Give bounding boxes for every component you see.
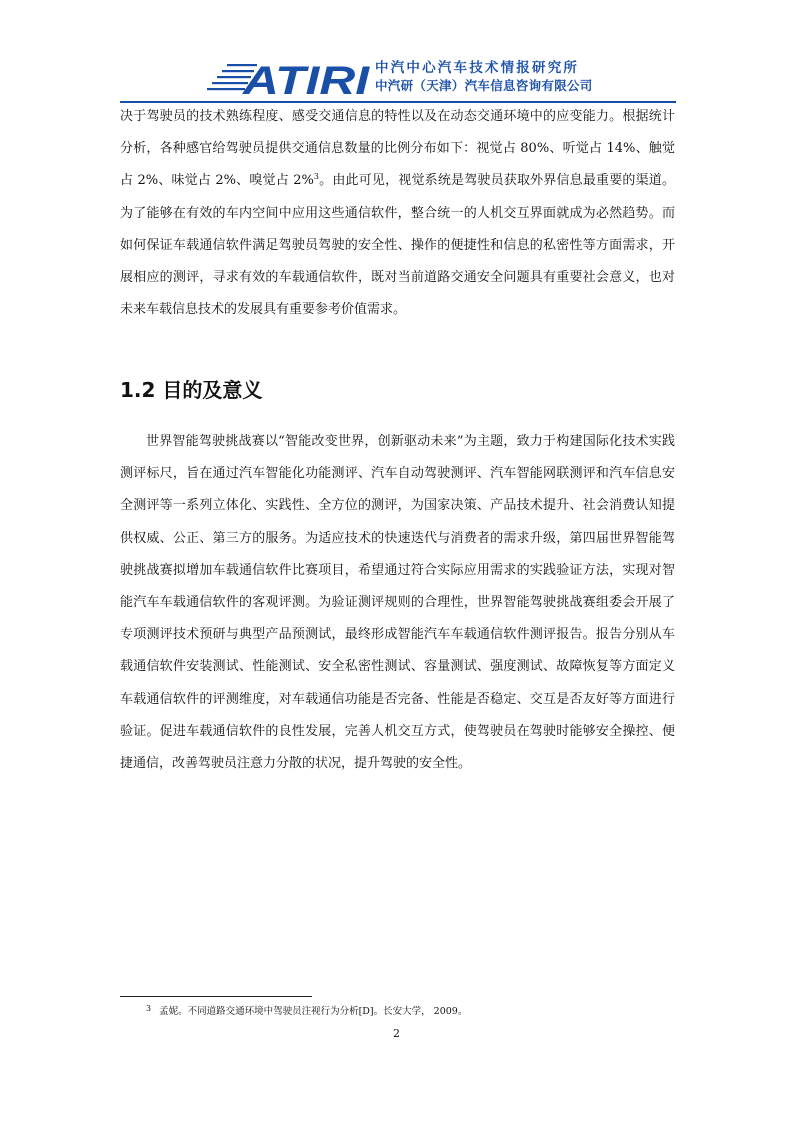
org-names bbox=[375, 59, 593, 95]
section-heading: 1.2 目的及意义 bbox=[120, 378, 263, 402]
footnote-text: 孟妮。不同道路交通环境中驾驶员注视行为分析[D]。长安大学， 2009。 bbox=[159, 1006, 468, 1017]
org-name-line1: 中汽中心汽车技术情报研究所 bbox=[375, 60, 580, 76]
footnote-ref: 3 bbox=[313, 172, 319, 182]
paragraph1-text-b: 。由此可见，视觉系统是驾驶员获取外界信息最重要的渠道。为了能够在有效的车内空间中应用这些通信软件，整合统一的人机交互界面就成为必然趋势。而如何保证车载通信软件满足驾驶员驾驶的安全性、操作的便捷性和信息的私密性等方面需求，开展相应的测评，寻求有效的车载通信软件，既对当前道路交通安全问题具有重要社会意义，也对未来车载信息技术的发展具有重要参考价值需求。 bbox=[120, 173, 675, 318]
paragraph1-text-a: 决于驾驶员的技术熟练程度、感受交通信息的特性以及在动态交通环境中的应变能力。根据统计分析，各种感官给驾驶员提供交通信息数量的比例分布如下：视觉占 80%、听觉占 14%、触觉占 2%、味觉占 2%、嗅觉占 2% bbox=[120, 109, 675, 189]
footnote bbox=[146, 1005, 467, 1019]
org-name-line2: 中汽研（天津）汽车信息咨询有限公司 bbox=[375, 78, 593, 93]
footnote-number: 3 bbox=[146, 1004, 152, 1013]
page-header bbox=[207, 56, 597, 102]
footnote-divider bbox=[120, 996, 312, 997]
paragraph-continued bbox=[120, 101, 675, 326]
paragraph-purpose: 世界智能驾驶挑战赛以“智能改变世界，创新驱动未来”为主题，致力于构建国际化技术实践测评标尺，旨在通过汽车智能化功能测评、汽车自动驾驶测评、汽车智能网联测评和汽车信息安全测评等一系列立体化、实践性、全方位的测评，为国家决策、产品技术提升、社会消费认知提供权威、公正、第三方的服务。为适应技术的快速迭代与消费者的需求升级，第四届世界智能驾驶挑战赛拟增加车载通信软件比赛项目，希望通过符合实际应用需求的实践验证方法，实现对智能汽车车载通信软件的客观评测。为验证测评规则的合理性，世界智能驾驶挑战赛组委会开展了专项测评技术预研与典型产品预测试，最终形成智能汽车车载通信软件测评报告。报告分别从车载通信软件安装测试、性能测试、安全私密性测试、容量测试、强度测试、故障恢复等方面定义车载通信软件的评测维度，对车载通信功能是否完备、性能是否稳定、交互是否友好等方面进行验证。促进车载通信软件的良性发展，完善人机交互方式，使驾驶员在驾驶时能够安全操控、便捷通信，改善驾驶员注意力分散的状况，提升驾驶的安全性。 bbox=[120, 434, 675, 772]
logo-text: ATIRI bbox=[241, 60, 371, 98]
page-number: 2 bbox=[393, 1027, 400, 1040]
atiri-logo bbox=[207, 60, 371, 98]
